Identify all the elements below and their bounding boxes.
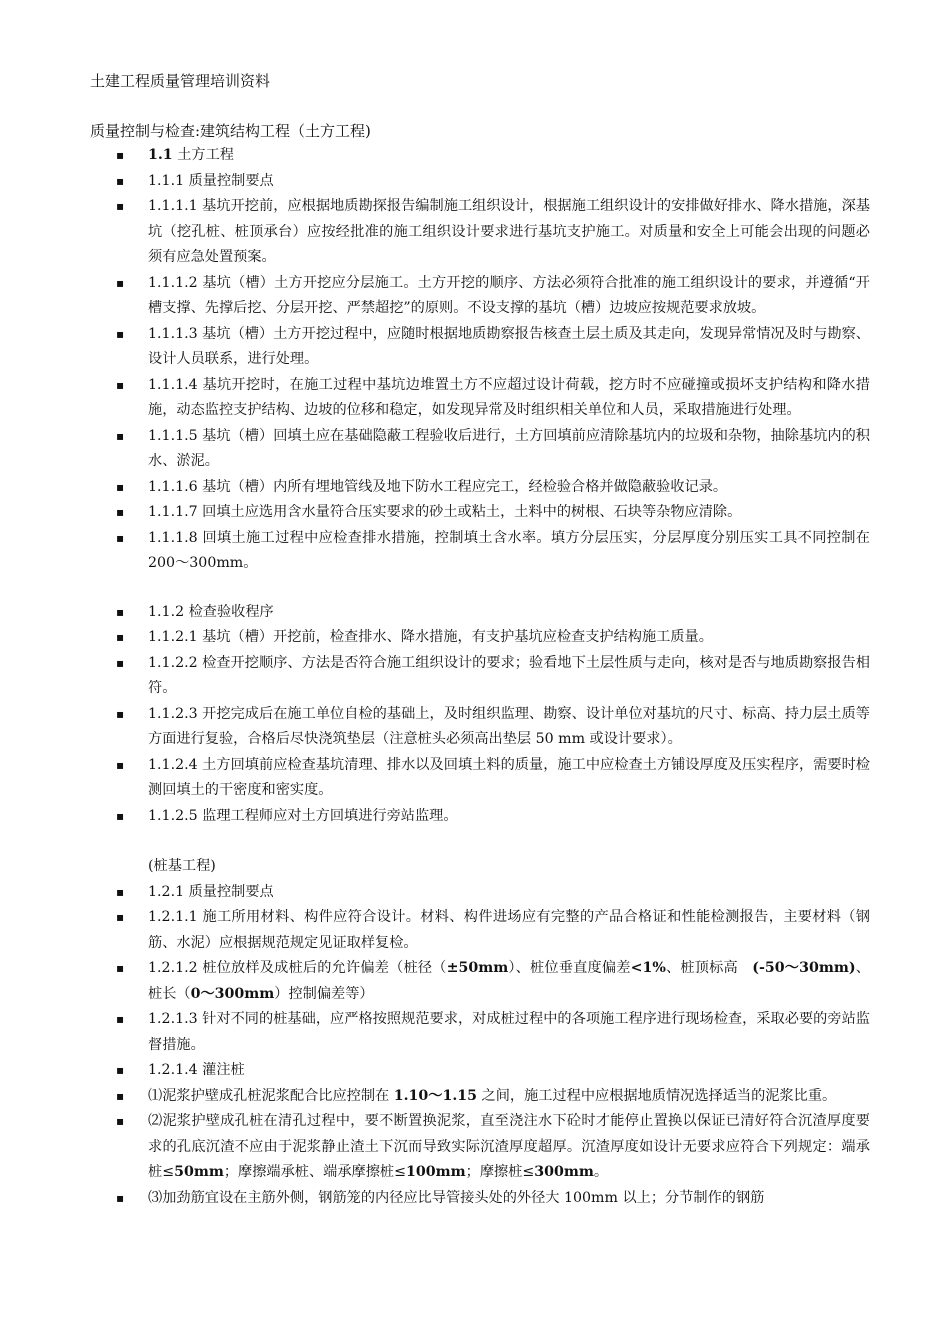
- item-text: ⑵泥浆护壁成孔桩在清孔过程中，要不断置换泥浆，直至浇注水下砼时才能停止置换以保证已清好符合沉渣厚度要求的孔底沉渣不应由于泥浆静止渣土下沉而导致实际沉渣厚度超厚。沉渣厚度如设计无要求应符合下列规定：端承桩≤: [148, 1113, 870, 1180]
- item-text: ⑶加劲筋宜设在主筋外侧，钢筋笼的内径应比导管接头处的外径大 100mm 以上；分节制作的钢筋: [148, 1189, 765, 1206]
- bullet-icon: ▪: [116, 1088, 125, 1103]
- list-item: [0, 322, 950, 373]
- list-item: [0, 424, 950, 475]
- item-text: 50mm: [174, 1164, 224, 1180]
- bullet-icon: ▪: [116, 275, 125, 290]
- bullet-icon: ▪: [116, 910, 125, 924]
- bullet-icon: ▪: [116, 173, 125, 188]
- item-text: 1.1: [148, 147, 173, 163]
- bullet-icon: ▪: [116, 148, 125, 162]
- item-text: ±50mm: [446, 960, 509, 976]
- bullet-icon: ▪: [116, 757, 125, 772]
- list-item: [0, 651, 950, 702]
- item-text: <1%: [630, 960, 666, 976]
- spacer: [0, 829, 950, 854]
- item-text: ）控制偏差等）: [274, 985, 374, 1002]
- bullet-icon: ▪: [116, 655, 125, 670]
- item-text: 1.1.1.7 回填土应选用含水量符合压实要求的砂土或粘土，土料中的树根、石块等杂物应清除。: [148, 504, 742, 520]
- bullet-icon: ▪: [116, 1114, 125, 1128]
- bullet-icon: ▪: [116, 199, 125, 213]
- item-text: ⑴泥浆护壁成孔桩泥浆配合比应控制在: [148, 1087, 394, 1104]
- bullet-icon: ▪: [116, 505, 125, 519]
- item-text: 100mm: [406, 1164, 466, 1180]
- item-text: 0～300mm: [190, 985, 275, 1002]
- earthwork-inspection-list: [0, 600, 950, 830]
- item-text: 1.1.1.4 基坑开挖时，在施工过程中基坑边堆置土方不应超过设计荷载，挖方时不应碰撞或损坏支护结构和降水措施，动态监控支护结构、边坡的位移和稳定，如发现异常及时组织相关单位和人员，采取措施进行处理。: [148, 376, 870, 418]
- list-item: [0, 956, 950, 1007]
- item-text: 土方工程: [172, 147, 234, 163]
- bullet-icon: ▪: [116, 884, 125, 899]
- bullet-icon: ▪: [116, 1012, 125, 1026]
- item-text: 1.1.2.5 监理工程师应对土方回填进行旁站监理。: [148, 807, 458, 824]
- list-item: [0, 702, 950, 753]
- list-item: [0, 625, 950, 651]
- item-text: 1.2.1 质量控制要点: [148, 883, 274, 900]
- list-item: [0, 1058, 950, 1084]
- list-item: [0, 143, 950, 169]
- item-text: 300mm: [534, 1164, 594, 1180]
- pile-section-heading: (桩基工程): [148, 858, 216, 874]
- item-text: 1.2.1.4 灌注桩: [148, 1062, 245, 1078]
- item-text: 1.1.2.3 开挖完成后在施工单位自检的基础上，及时组织监理、勘察、设计单位对基坑的尺寸、标高、持力层土质等方面进行复验，合格后尽快浇筑垫层（注意桩头必须高出垫层 50 mm 或设计要求）。: [148, 705, 870, 747]
- item-text: ；摩擦端承桩、端承摩擦桩≤: [223, 1164, 406, 1180]
- list-item: [0, 169, 950, 195]
- bullet-icon: ▪: [116, 808, 125, 823]
- list-item: [0, 753, 950, 804]
- item-text: 。: [593, 1164, 609, 1180]
- bullet-icon: ▪: [116, 706, 125, 721]
- bullet-icon: ▪: [116, 630, 125, 644]
- list-item: [0, 905, 950, 956]
- item-text: 1.1.2.2 检查开挖顺序、方法是否符合施工组织设计的要求；验看地下土层性质与走向，核对是否与地质勘察报告相符。: [148, 654, 870, 696]
- bullet-icon: ▪: [116, 479, 125, 494]
- item-text: 1.1.1 质量控制要点: [148, 172, 274, 189]
- item-text: ；摩擦桩≤: [465, 1164, 535, 1180]
- list-item: [0, 271, 950, 322]
- list-item: [0, 194, 950, 271]
- list-item: [0, 1007, 950, 1058]
- item-text: ）、桩位垂直度偏差: [508, 960, 631, 976]
- list-item: [0, 804, 950, 830]
- item-text: 1.1.1.1 基坑开挖前，应根据地质勘探报告编制施工组织设计，根据施工组织设计的安排做好排水、降水措施，深基坑（挖孔桩、桩顶承台）应按经批准的施工组织设计要求进行基坑支护施工。对质量和安全上可能会出现的问题必须有应急处置预案。: [148, 198, 870, 265]
- item-text: 1.1.2.1 基坑（槽）开挖前，检查排水、降水措施，有支护基坑应检查支护结构施工质量。: [148, 629, 713, 645]
- item-text: (-50～30mm): [752, 960, 856, 976]
- item-text: 1.1.1.6 基坑（槽）内所有埋地管线及地下防水工程应完工，经检验合格并做隐蔽验收记录。: [148, 478, 728, 495]
- bullet-icon: ▪: [116, 530, 125, 545]
- item-text: 1.2.1.3 针对不同的桩基础，应严格按照规范要求，对成桩过程中的各项施工程序进行现场检查，采取必要的旁站监督措施。: [148, 1011, 870, 1053]
- item-text: 1.2.1.2 桩位放样及成桩后的允许偏差（桩径（: [148, 960, 447, 976]
- item-text: 1.1.1.2 基坑（槽）土方开挖应分层施工。土方开挖的顺序、方法必须符合批准的施工组织设计的要求，并遵循“开槽支撑、先撑后挖、分层开挖、严禁超挖”的原则。不设支撑的基坑（槽）边坡应按规范要求放坡。: [148, 274, 870, 316]
- list-item: [0, 1084, 950, 1110]
- list-item: [0, 500, 950, 526]
- item-text: 之间，施工过程中应根据地质情况选择适当的泥浆比重。: [477, 1087, 837, 1104]
- document-title: 土建工程质量管理培训资料: [90, 72, 271, 90]
- item-text: 1.1.1.5 基坑（槽）回填土应在基础隐蔽工程验收后进行，土方回填前应清除基坑内的垃圾和杂物，抽除基坑内的积水、淤泥。: [148, 427, 870, 469]
- list-item: [0, 373, 950, 424]
- earthwork-quality-control-list: [0, 143, 950, 577]
- item-text: 1.1.1.3 基坑（槽）土方开挖过程中，应随时根据地质勘察报告核查土层土质及其走向，发现异常情况及时与勘察、设计人员联系，进行处理。: [148, 325, 870, 367]
- list-item: [0, 1109, 950, 1186]
- item-text: 1.2.1.1 施工所用材料、构件应符合设计。材料、构件进场应有完整的产品合格证和性能检测报告，主要材料（钢筋、水泥）应根据规范规定见证取样复检。: [148, 909, 870, 951]
- bullet-icon: ▪: [116, 604, 125, 619]
- bullet-icon: ▪: [116, 326, 125, 341]
- bullet-icon: ▪: [116, 377, 125, 392]
- list-item: [0, 1186, 950, 1212]
- list-item: [0, 600, 950, 626]
- bullet-icon: ▪: [116, 1190, 125, 1205]
- content-list: [0, 143, 950, 1211]
- pile-quality-control-list: [0, 880, 950, 1212]
- item-text: 1.1.1.8 回填土施工过程中应检查排水措施，控制填土含水率。填方分层压实，分层厚度分别压实工具不同控制在 200～300mm。: [148, 529, 870, 571]
- item-text: 1.1.2.4 土方回填前应检查基坑清理、排水以及回填土料的质量，施工中应检查土方铺设厚度及压实程序，需要时检测回填土的干密度和密实度。: [148, 756, 870, 798]
- list-item: [0, 526, 950, 577]
- bullet-icon: ▪: [116, 428, 125, 443]
- bullet-icon: ▪: [116, 1063, 125, 1077]
- section-title: 质量控制与检查:建筑结构工程（土方工程): [90, 122, 371, 140]
- spacer: [0, 577, 950, 600]
- item-text: 、桩顶标高: [665, 960, 753, 976]
- item-text: 1.1.2 检查验收程序: [148, 603, 274, 620]
- list-item: [0, 880, 950, 906]
- bullet-icon: ▪: [116, 961, 125, 975]
- list-item: [0, 475, 950, 501]
- item-text: 、桩长（: [148, 960, 870, 1002]
- item-text: 1.10～1.15: [393, 1087, 477, 1104]
